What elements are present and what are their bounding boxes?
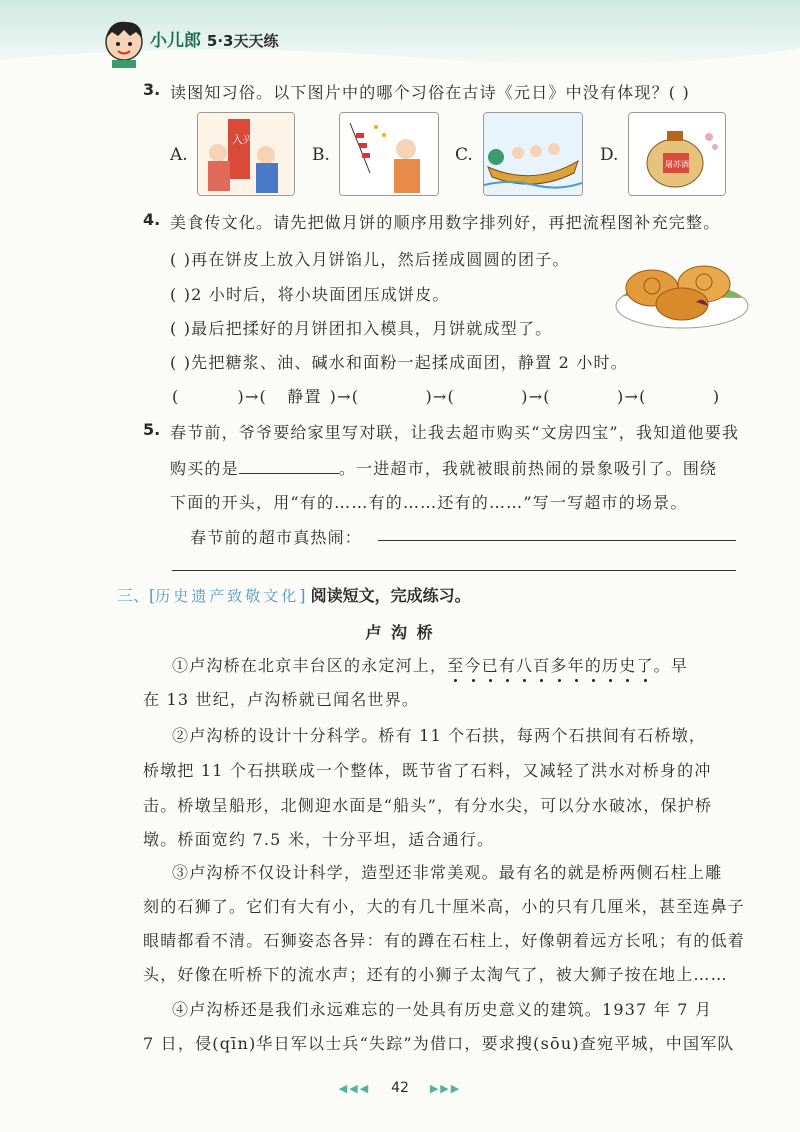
article-line-3: ②卢沟桥的设计十分科学。桥有 11 个石拱，每两个石拱间有石桥墩， xyxy=(172,726,707,745)
next-arrows-icon: ▶▶▶ xyxy=(429,1082,462,1095)
article-line-12: 7 日，侵(qīn)华日军以士兵“失踪”为借口，要求搜(sōu)查宛平城，中国军队 xyxy=(143,1034,735,1053)
brand-logo xyxy=(150,26,279,51)
flow-chart: ( )→( 静置 )→( )→( )→( )→( ) xyxy=(172,387,721,406)
section-3-heading: 三、[历史遗产致敬文化] 阅读短文，完成练习。 xyxy=(117,586,471,605)
article-line-4: 桥墩把 11 个石拱联成一个整体，既节省了石料，又减轻了洪水对桥身的冲 xyxy=(143,761,712,780)
article-line-9: 眼睛都看不清。石狮姿态各异：有的蹲在石柱上，好像朝着远方长吼；有的低着 xyxy=(143,931,746,950)
mascot-icon xyxy=(100,18,148,68)
q5-prompt: 春节前的超市真热闹： xyxy=(190,528,363,547)
flow-given-step: 静置 xyxy=(287,387,322,406)
q4-step-4: ( )先把糖浆、油、碱水和面粉一起揉成面团，静置 2 小时。 xyxy=(170,353,628,372)
article-line-6: 墩。桥面宽约 7.5 米，十分平坦，适合通行。 xyxy=(143,830,495,849)
q3-option-c-label: C. xyxy=(455,145,473,165)
mooncake-icon xyxy=(612,240,752,332)
firecracker-scene-icon xyxy=(339,112,439,196)
article-line-5: 击。桥墩呈船形，北侧迎水面是“船头”，有分水尖，可以分水破冰，保护桥 xyxy=(143,796,713,815)
section-3-number: 三、 xyxy=(117,586,150,605)
q3-text: 读图知习俗。以下图片中的哪个习俗在古诗《元日》中没有体现？( ) xyxy=(170,83,690,102)
brand-series: 5·3天天练 xyxy=(206,32,279,50)
q5-answer-blank[interactable] xyxy=(239,473,339,474)
q5-writing-line-1[interactable] xyxy=(378,540,736,541)
q5-writing-line-2[interactable] xyxy=(172,570,736,571)
q5-line2: 购买的是 。一进超市，我就被眼前热闹的景象吸引了。围绕 xyxy=(170,459,718,478)
q4-step-2: ( )2 小时后，将小块面团压成饼皮。 xyxy=(170,285,450,304)
prev-arrows-icon: ◀◀◀ xyxy=(338,1082,371,1095)
emphasis-dotted: 至今已有八百多年的历史了 xyxy=(447,656,653,675)
q5-line1: 春节前，爷爷要给家里写对联，让我去超市购买“文房四宝”，我知道他要我 xyxy=(170,423,740,442)
tusu-wine-jar-icon xyxy=(628,112,726,196)
q4-step-3: ( )最后把揉好的月饼团扣入模具，月饼就成型了。 xyxy=(170,319,553,338)
page-number: 42 xyxy=(391,1080,409,1096)
section-3-tag: 历史遗产致敬文化 xyxy=(155,587,300,605)
page-footer xyxy=(0,1080,800,1096)
q4-title: 美食传文化。请先把做月饼的顺序用数字排列好，再把流程图补充完整。 xyxy=(170,213,721,232)
article-line-8: 刻的石狮了。它们有大有小，大的有几十厘米高，小的只有几厘米，甚至连鼻子 xyxy=(143,897,746,916)
article-line-11: ④卢沟桥还是我们永远难忘的一处具有历史意义的建筑。1937 年 7 月 xyxy=(172,1000,713,1019)
article-title: 卢 沟 桥 xyxy=(365,623,435,642)
q3-option-d-label: D. xyxy=(600,145,619,165)
q4-step-1: ( )再在饼皮上放入月饼馅儿，然后搓成圆圆的团子。 xyxy=(170,250,570,269)
article-line-7: ③卢沟桥不仅设计科学，造型还非常美观。最有名的就是桥两侧石柱上雕 xyxy=(172,863,723,882)
q5-line3: 下面的开头，用“有的……有的……还有的……”写一写超市的场景。 xyxy=(170,493,688,512)
q3-option-a-label: A. xyxy=(170,145,188,165)
q3-option-b-label: B. xyxy=(312,145,330,165)
article-line-1: ①卢沟桥在北京丰台区的永定河上，至今已有八百多年的历史了。早 xyxy=(172,653,688,676)
wine-label: 屠苏酒 xyxy=(665,160,689,169)
q3-number: 3. xyxy=(143,80,161,99)
couplet-scene-icon xyxy=(197,112,295,196)
dragon-boat-scene-icon xyxy=(483,112,583,196)
q5-number: 5. xyxy=(143,420,161,439)
couplet-char: 入兴 xyxy=(232,133,254,146)
brand-name: 小儿郎 xyxy=(150,31,201,51)
section-3-instruction: 阅读短文，完成练习。 xyxy=(310,586,471,605)
article-line-10: 头，好像在听桥下的流水声；还有的小狮子太淘气了，被大狮子按在地上…… xyxy=(143,965,728,984)
article-line-2: 在 13 世纪，卢沟桥就已闻名世界。 xyxy=(143,690,420,709)
q4-number: 4. xyxy=(143,210,161,229)
